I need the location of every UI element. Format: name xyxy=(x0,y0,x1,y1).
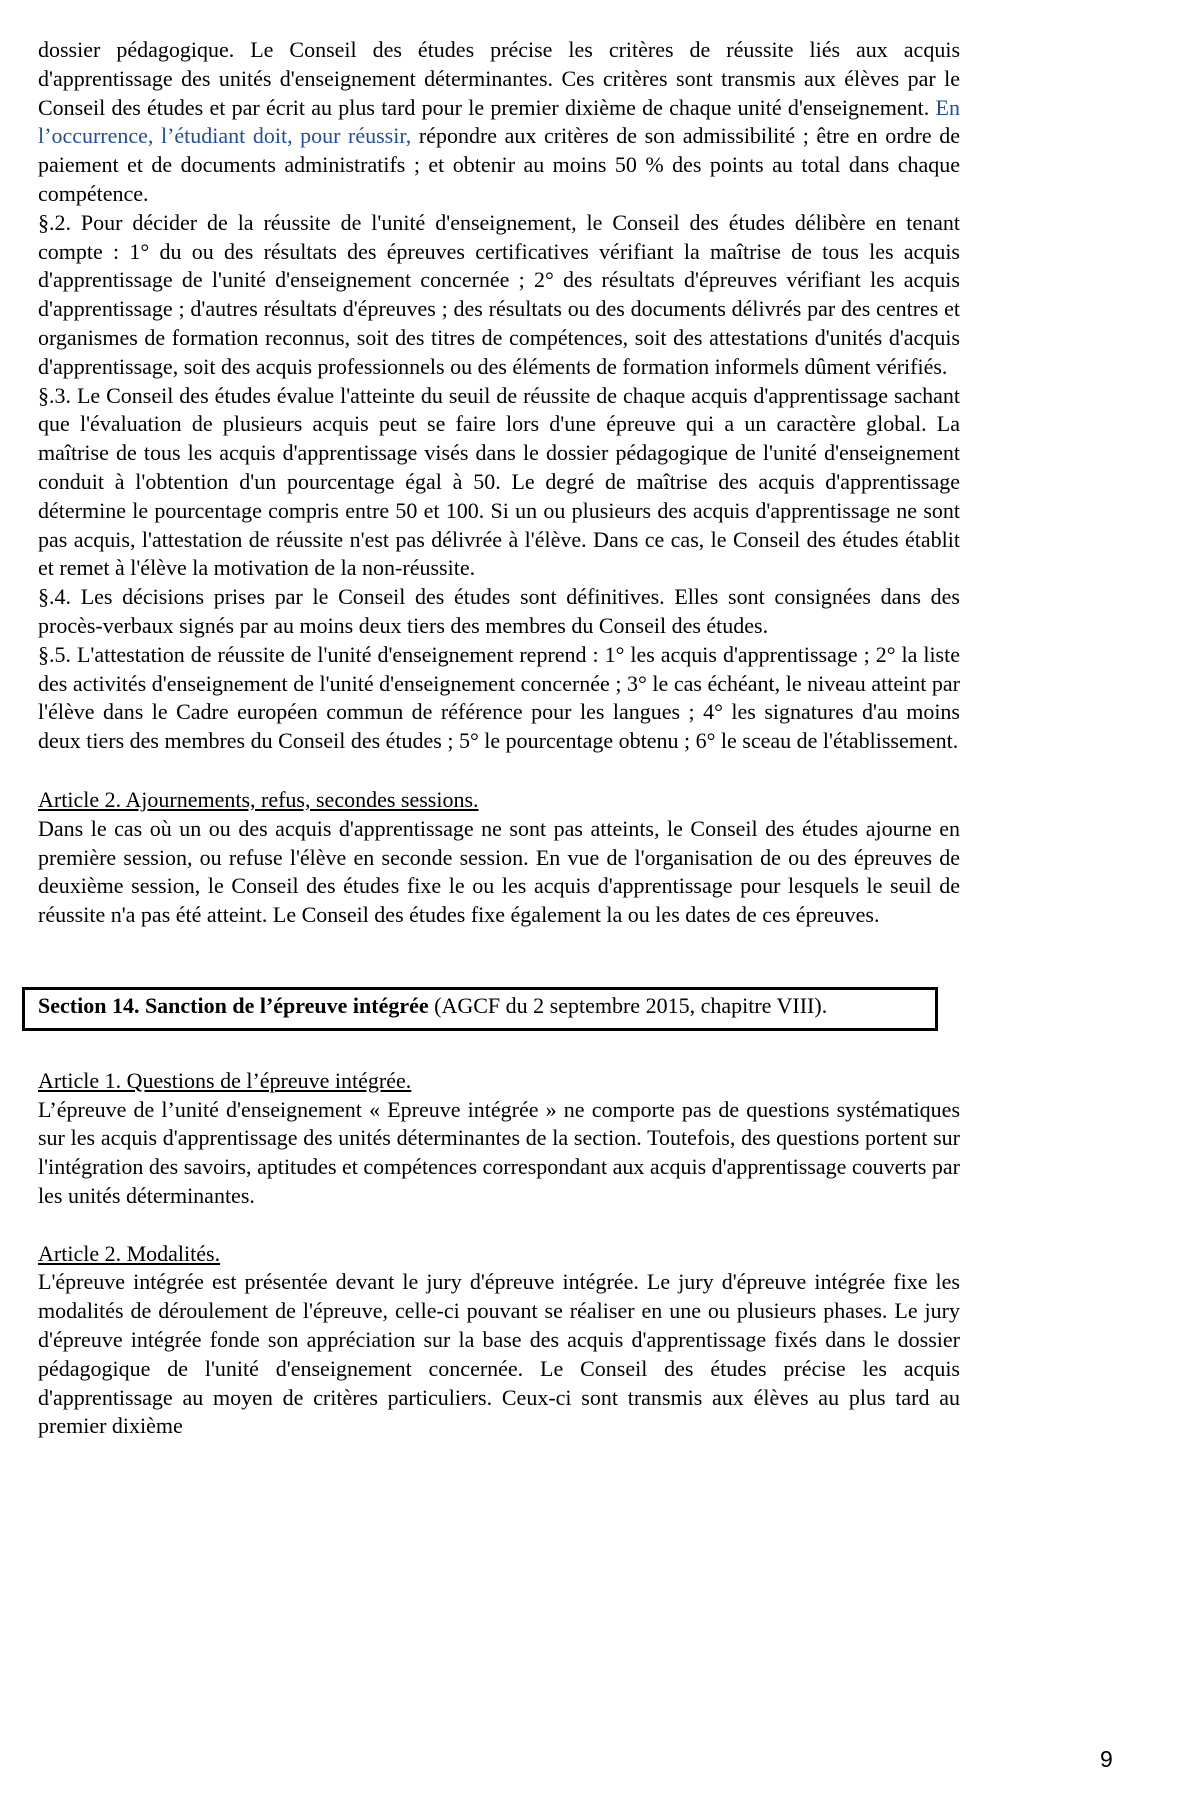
page-number: 9 xyxy=(1100,1746,1113,1772)
article-modalites-body: L'épreuve intégrée est présentée devant le jury d'épreuve intégrée. Le jury d'épreuve intégrée fixe les modalités de déroulement de l'épreuve, celle-ci pouvant se réaliser en une ou plusieurs phases. Le jury d'épreuve intégrée fonde son appréciation sur la base des acquis d'apprentissage fixés dans le dossier pédagogique de l'unité d'enseignement concernée. Le Conseil des études précise les acquis d'apprentissage au moyen de critères particuliers. Ceux-ci sont transmis aux élèves au plus tard au premier dixième xyxy=(38,1269,960,1439)
section-14-title: Section 14. Sanction de l’épreuve intégrée xyxy=(38,992,429,1018)
paragraph-section4: §.4. Les décisions prises par le Conseil des études sont définitives. Elles sont consignées dans des procès-verbaux signés par au moins deux tiers des membres du Conseil des études. xyxy=(38,584,960,638)
paragraph-intro-text-start: dossier pédagogique. Le Conseil des études précise les critères de réussite liés aux acquis d'apprentissage des unités d'enseignement déterminantes. Ces critères sont transmis aux élèves par le Conseil des études et par écrit au plus tard pour le premier dixième de chaque unité d'enseignement. xyxy=(38,37,960,120)
paragraph-section3: §.3. Le Conseil des études évalue l'atteinte du seuil de réussite de chaque acquis d'apprentissage sachant que l'évaluation de plusieurs acquis peut se faire lors d'une épreuve qui a un caractère global. La maîtrise de tous les acquis d'apprentissage visés dans le dossier pédagogique de l'unité d'enseignement conduit à l'obtention d'un pourcentage égal à 50. Le degré de maîtrise des acquis d'apprentissage détermine le pourcentage compris entre 50 et 100. Si un ou plusieurs des acquis d'apprentissage ne sont pas acquis, l'attestation de réussite n'est pas délivrée à l'élève. Dans ce cas, le Conseil des études établit et remet à l'élève la motivation de la non-réussite. xyxy=(38,382,960,581)
article-ajournements-heading: Article 2. Ajournements, refus, secondes sessions. xyxy=(38,786,479,812)
article-questions-heading: Article 1. Questions de l’épreuve intégrée. xyxy=(38,1067,412,1093)
paragraph-section2: §.2. Pour décider de la réussite de l'unité d'enseignement, le Conseil des études délibère en tenant compte : 1° du ou des résultats des épreuves certificatives vérifiant la maîtrise de tous les acquis d'apprentissage de l'unité d'enseignement concernée ; 2° des résultats d'épreuves vérifiant les acquis d'apprentissage ; d'autres résultats d'épreuves ; des résultats ou des documents délivrés par des centres et organismes de formation reconnus, soit des titres de compétences, soit des attestations d'unités d'acquis d'apprentissage, soit des acquis professionnels ou des éléments de formation informels dûment vérifiés. xyxy=(38,209,960,379)
article-questions-body: L’épreuve de l’unité d'enseignement « Epreuve intégrée » ne comporte pas de questions systématiques sur les acquis d'apprentissage des unités déterminantes de la section. Toutefois, des questions portent sur l'intégration des savoirs, aptitudes et compétences correspondant aux acquis d'apprentissage couverts par les unités déterminantes. xyxy=(38,1096,960,1208)
paragraph-section5: §.5. L'attestation de réussite de l'unité d'enseignement reprend : 1° les acquis d'apprentissage ; 2° la liste des activités d'enseignement de l'unité d'enseignement concernée ; 3° le cas échéant, le niveau atteint par l'élève dans le Cadre européen commun de référence pour les langues ; 4° les signatures d'au moins deux tiers des membres du Conseil des études ; 5° le pourcentage obtenu ; 6° le sceau de l'établissement. xyxy=(38,641,960,754)
text-column xyxy=(38,36,960,1441)
paragraph-intro xyxy=(38,36,960,209)
article-ajournements-body: Dans le cas où un ou des acquis d'apprentissage ne sont pas atteints, le Conseil des études ajourne en première session, ou refuse l'élève en seconde session. En vue de l'organisation de ou des épreuves de deuxième session, le Conseil des études fixe le ou les acquis d'apprentissage pour lesquels le seuil de réussite n'a pas été atteint. Le Conseil des études fixe également la ou les dates de ces épreuves. xyxy=(38,815,960,928)
section-14-box xyxy=(22,987,938,1031)
paragraph-intro-blue-phrase: En l’occurrence, l’étudiant doit, pour réussir, xyxy=(38,94,960,149)
paragraph-intro-text-end: répondre aux critères de son admissibilité ; être en ordre de paiement et de documents administratifs ; et obtenir au moins 50 % des points au total dans chaque compétence. xyxy=(38,123,960,206)
article-modalites-heading: Article 2. Modalités. xyxy=(38,1240,221,1266)
section-14-reference: (AGCF du 2 septembre 2015, chapitre VIII). xyxy=(428,992,828,1018)
